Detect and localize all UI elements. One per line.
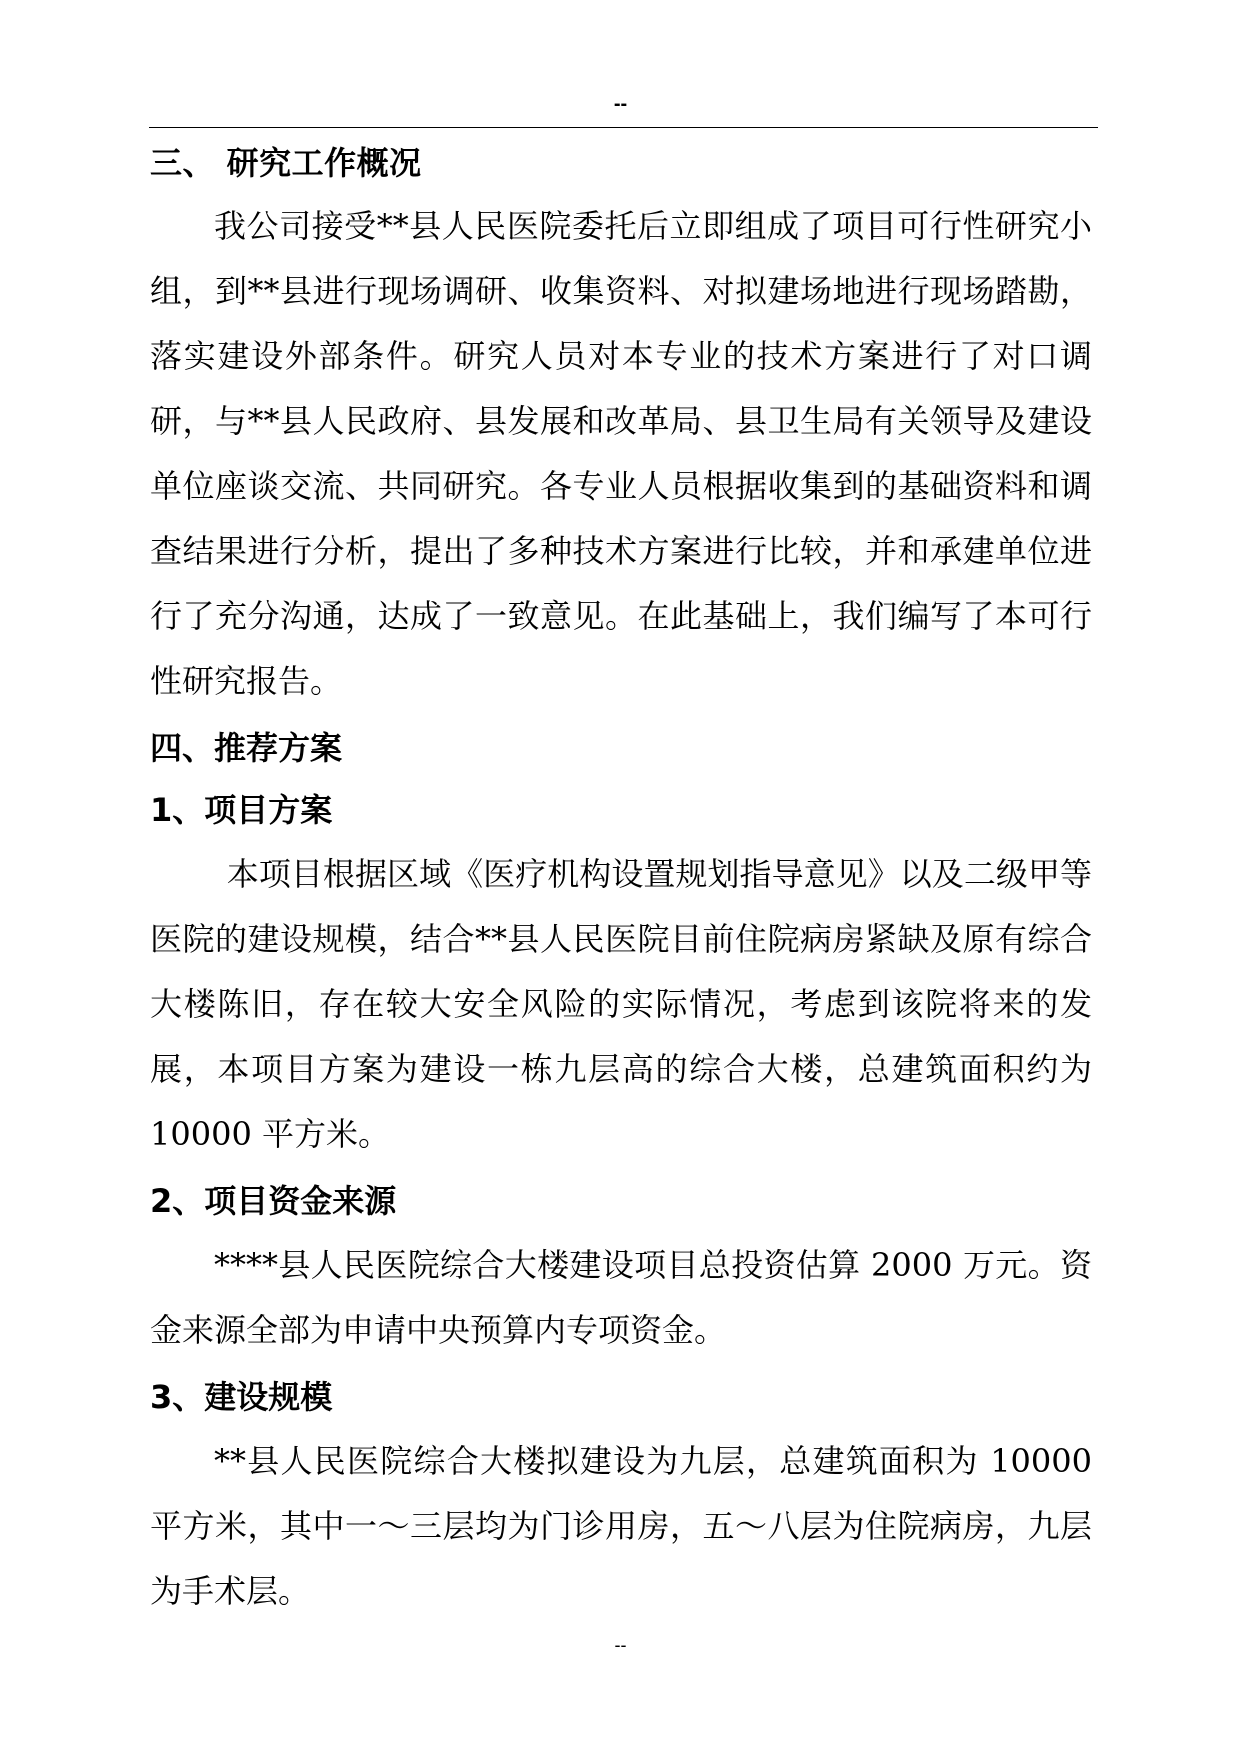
header-rule <box>149 127 1098 128</box>
subheading-plan: 1、项目方案 <box>150 791 333 829</box>
paragraph-plan: 本项目根据区域《医疗机构设置规划指导意见》以及二级甲等医院的建设规模，结合**县人民医院目前住院病房紧缺及原有综合大楼陈旧，存在较大安全风险的实际情况，考虑到该院将来的发展，本项目方案为建设一栋九层高的综合大楼，总建筑面积约为 10000 平方米。 <box>150 855 1092 1153</box>
page-header-mark: -- <box>613 93 628 115</box>
paragraph-research: 我公司接受**县人民医院委托后立即组成了项目可行性研究小组，到**县进行现场调研、收集资料、对拟建场地进行现场踏勘，落实建设外部条件。研究人员对本专业的技术方案进行了对口调研，与**县人民政府、县发展和改革局、县卫生局有关领导及建设单位座谈交流、共同研究。各专业人员根据收集到的基础资料和调查结果进行分析，提出了多种技术方案进行比较，并和承建单位进行了充分沟通，达成了一致意见。在此基础上，我们编写了本可行性研究报告。 <box>150 207 1092 700</box>
paragraph-funding: ****县人民医院综合大楼建设项目总投资估算 2000 万元。资金来源全部为申请中央预算内专项资金。 <box>150 1246 1092 1349</box>
section-heading-recommendation: 四、推荐方案 <box>150 729 343 767</box>
subheading-scale: 3、建设规模 <box>150 1378 333 1416</box>
section-heading-research: 三、 研究工作概况 <box>150 144 422 182</box>
subheading-funding: 2、项目资金来源 <box>150 1182 397 1220</box>
page-footer-mark: -- <box>614 1635 627 1655</box>
paragraph-scale: **县人民医院综合大楼拟建设为九层，总建筑面积为 10000 平方米，其中一～三层均为门诊用房，五～八层为住院病房，九层为手术层。 <box>150 1442 1092 1610</box>
page-content <box>150 133 1092 1624</box>
